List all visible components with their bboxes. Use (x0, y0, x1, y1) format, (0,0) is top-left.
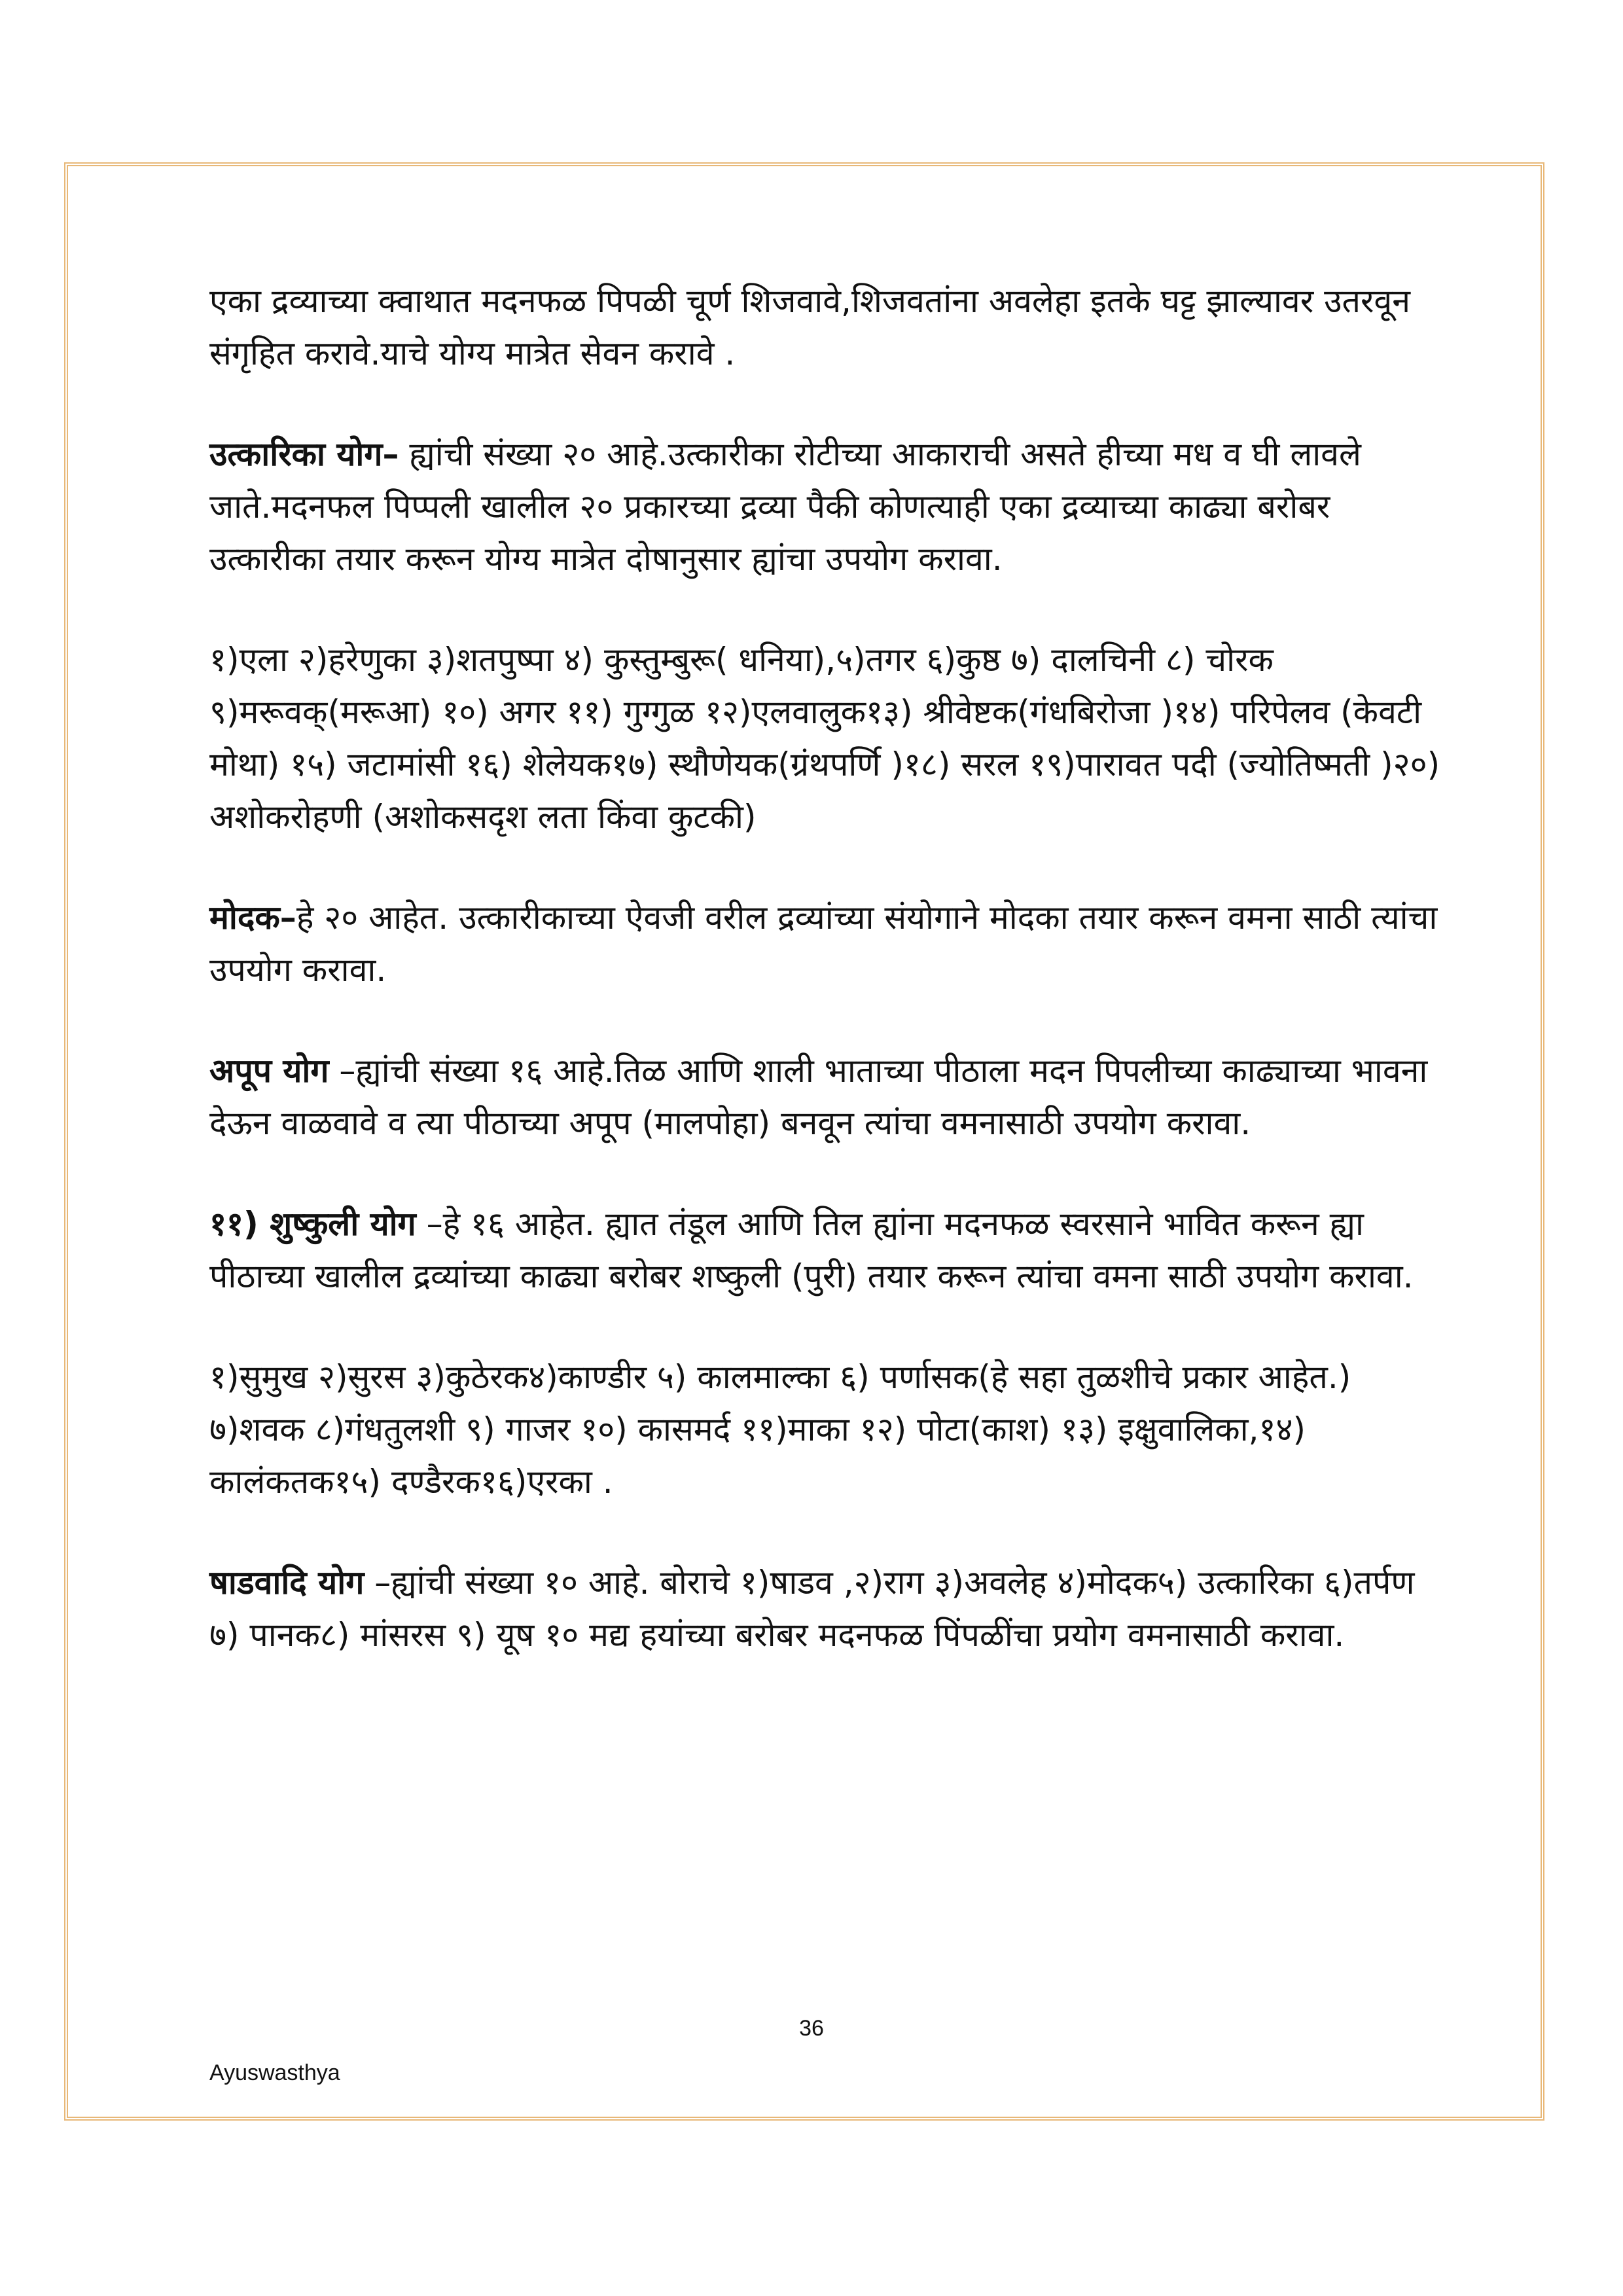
paragraph-text: –ह्यांची संख्या १० आहे. बोराचे १)षाडव ,२)राग ३)अवलेह ४)मोदक५) उत्कारिका ६)तर्पण ७) पानक८) मांसरस ९) यूष १० मद्य हयांच्या बरोबर मदनफळ पिंपळींचा प्रयोग वमनासाठी करावा. (209, 1564, 1415, 1654)
paragraph-text: –ह्यांची संख्या १६ आहे.तिळ आणि शाली भाताच्या पीठाला मदन पिपलीच्या काढ्याच्या भावना देऊन वाळवावे व त्या पीठाच्या अपूप (मालपोहा) बनवून त्यांचा वमनासाठी उपयोग करावा. (209, 1052, 1428, 1142)
paragraph-modak (209, 891, 1453, 996)
paragraph-text: ह्यांची संख्या २० आहे.उत्कारीका रोटीच्या आकाराची असते हीच्या मध व घी लावले जाते.मदनफल पिप्पली खालील २० प्रकारच्या द्रव्या पैकी कोणत्याही एका द्रव्याच्या काढ्या बरोबर उत्कारीका तयार करून योग्य मात्रेत दोषानुसार ह्यांचा उपयोग करावा. (209, 435, 1361, 578)
paragraph-shushkuli-yoga (209, 1198, 1453, 1302)
section-heading-shushkuli: ११) शुष्कुली योग (209, 1205, 416, 1243)
paragraph-text: –हे १६ आहेत. ह्यात तंडूल आणि तिल ह्यांना मदनफळ स्वरसाने भावित करून ह्या पीठाच्या खालील द्रव्यांच्या काढ्या बरोबर शष्कुली (पुरी) तयार करून त्यांचा वमना साठी उपयोग करावा. (209, 1205, 1414, 1295)
section-heading-modak: मोदक– (209, 899, 296, 937)
page-number: 36 (799, 2016, 824, 2041)
paragraph-shushkuli-list (209, 1351, 1453, 1508)
paragraph-text: एका द्रव्याच्या क्वाथात मदनफळ पिपळी चूर्ण शिजवावे,शिजवतांना अवलेहा इतके घट्ट झाल्यावर उतरवून संगृहित करावे.याचे योग्य मात्रेत सेवन करावे . (209, 282, 1410, 372)
footer-brand: Ayuswasthya (209, 2060, 340, 2085)
paragraph-utkarika-yoga (209, 428, 1453, 585)
paragraph-utkarika-list (209, 634, 1453, 843)
paragraph-shadavadi-yoga (209, 1556, 1453, 1661)
section-heading-shadavadi: षाडवादि योग (209, 1564, 365, 1602)
section-heading-apup: अपूप योग (209, 1052, 329, 1090)
paragraph-text: हे २० आहेत. उत्कारीकाच्या ऐवजी वरील द्रव्यांच्या संयोगाने मोदका तयार करून वमना साठी त्यांचा उपयोग करावा. (209, 899, 1438, 989)
document-body (209, 275, 1453, 1710)
paragraph-apup-yoga (209, 1045, 1453, 1149)
paragraph-text: १)एला २)हरेणुका ३)शतपुष्पा ४) कुस्तुम्बुरू( धनिया),५)तगर ६)कुष्ठ ७) दालचिनी ८) चोरक ९)मरूवक्(मरूआ) १०) अगर ११) गुग्गुळ १२)एलवालुक१३) श्रीवेष्टक(गंधबिरोजा )१४) परिपेलव (केवटी मोथा) १५) जटामांसी १६) शेलेयक१७) स्थौणेयक(ग्रंथपर्णि )१८) सरल १९)पारावत पदी (ज्योतिष्मती )२०) अशोकरोहणी (अशोकसदृश लता किंवा कुटकी) (209, 641, 1440, 836)
paragraph-avaleha (209, 275, 1453, 380)
paragraph-text: १)सुमुख २)सुरस ३)कुठेरक४)काण्डीर ५) कालमाल्का ६) पर्णासक(हे सहा तुळशीचे प्रकार आहेत.) ७)शवक ८)गंधतुलशी ९) गाजर १०) कासमर्द ११)माका १२) पोटा(काश) १३) इक्षुवालिका,१४) कालंकतक१५) दण्डैरक१६)एरका . (209, 1358, 1351, 1501)
section-heading-utkarika: उत्कारिका योग– (209, 435, 399, 473)
